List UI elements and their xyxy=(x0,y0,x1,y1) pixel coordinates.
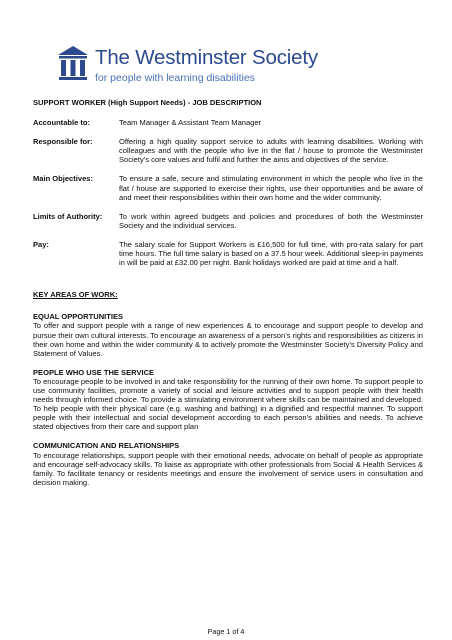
section-communication-and-relationships xyxy=(33,441,423,486)
field-label: Main Objectives: xyxy=(33,174,93,184)
field-limits-of-authority xyxy=(33,212,423,230)
section-body: To offer and support people with a range of new experiences & to encourage and support people to develop and pursue their own cultural interests. To encourage an awareness of a person’s rights and responsibilities as citizens in their own home and within the wider community & to actively promote the Westminster Society’s Diversity Policy and Statement of Values. xyxy=(33,321,423,358)
logo xyxy=(56,43,90,83)
key-areas-heading: KEY AREAS OF WORK: xyxy=(33,290,118,300)
section-body: To encourage people to be involved in and take responsibility for the running of their own home. To support people to use community facilities, promote a variety of social and leisure activities and to support people with their health needs through informed choice. To provide a stimulating environment where skills can be maintained and developed. To help people with their physical care (e.g. washing and bathing) in a dignified and respectful manner. To support people with their intellectual and social development according to each person’s abilities and needs. To achieve stated objectives from their care and support plan xyxy=(33,376,423,432)
org-name: The Westminster Society xyxy=(95,46,318,69)
section-heading: PEOPLE WHO USE THE SERVICE xyxy=(33,367,155,377)
field-label: Accountable to: xyxy=(33,118,91,128)
section-equal-opportunities xyxy=(33,312,423,357)
section-heading: COMMUNICATION AND RELATIONSHIPS xyxy=(33,441,180,451)
field-responsible-for xyxy=(33,137,423,164)
field-value: The salary scale for Support Workers is £16,500 for full time, with pro-rata salary for part time hours. The full time salary is based on a 37.5 hour week. Additional sleep-in payments in will be paid at £32.00 per night. Bank holidays worked are paid at time and a half. xyxy=(119,239,423,268)
field-value: To ensure a safe, secure and stimulating environment in which the people who live in the flat / house are supported to exercise their rights, use their opportunities and be aware of and meet their responsibilities within their own home and the wider community. xyxy=(119,174,423,202)
field-main-objectives xyxy=(33,174,423,201)
document-body xyxy=(33,98,423,497)
section-body: To encourage relationships, support people with their emotional needs, advocate on behalf of people as appropriate and encourage self-advocacy skills. To liaise as appropriate with other professionals from Social & Health Services & family. To facilitate tenancy or residents meetings and ensure the involvement of service users in consultation and decision making. xyxy=(33,450,423,487)
field-label: Limits of Authority: xyxy=(33,211,103,221)
org-tagline: for people with learning disabilities xyxy=(95,72,255,84)
field-label: Responsible for: xyxy=(33,137,93,147)
field-value: Team Manager & Assistant Team Manager xyxy=(119,118,262,128)
section-people-who-use-the-service xyxy=(33,368,423,432)
field-accountable-to xyxy=(33,118,423,127)
section-heading: EQUAL OPPORTUNITIES xyxy=(33,312,124,322)
field-value: To work within agreed budgets and policies and procedures of both the Westminster Society and the individual services. xyxy=(119,211,423,230)
page-number: Page 1 of 4 xyxy=(207,627,245,636)
field-label: Pay: xyxy=(33,239,49,249)
field-value: Offering a high quality support service to adults with learning disabilities. Working with colleagues and with the people who live in the flat / house to promote the Westminster Society’s core values and fulfil and further the aims and objectives of the service. xyxy=(119,137,423,165)
field-pay xyxy=(33,240,423,267)
columns-building-icon xyxy=(56,43,90,83)
page-title: SUPPORT WORKER (High Support Needs) - JOB DESCRIPTION xyxy=(33,98,262,107)
